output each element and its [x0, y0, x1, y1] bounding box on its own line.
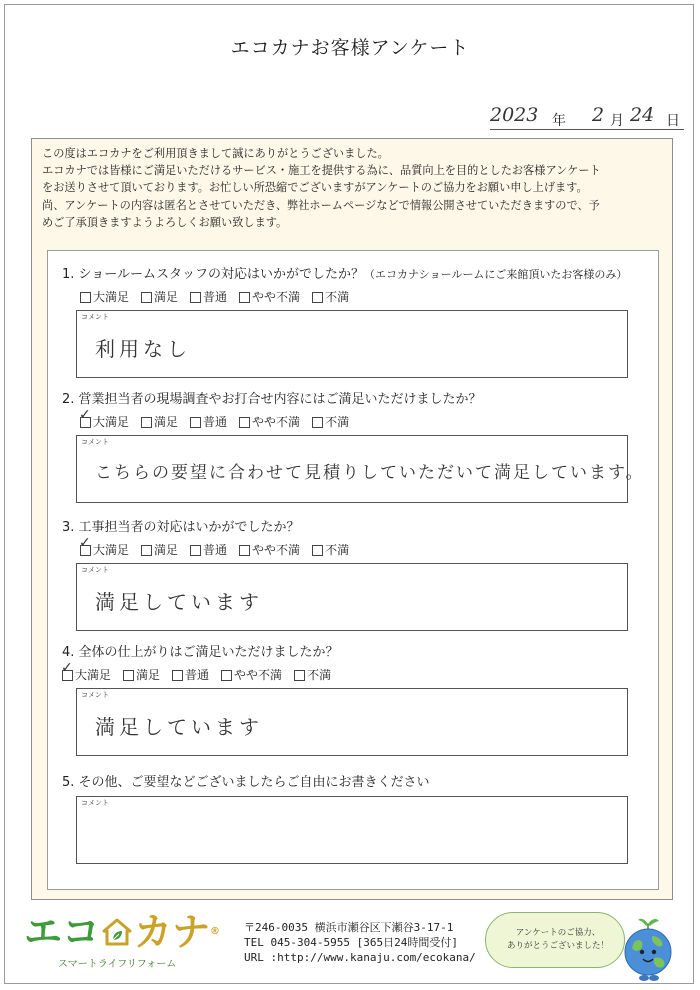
handwritten-comment: 満足しています	[95, 590, 263, 614]
rating-option-label: やや不満	[252, 415, 301, 429]
comment-label: コメント	[81, 313, 109, 321]
checkbox-icon[interactable]	[294, 670, 305, 681]
checkbox-icon[interactable]	[190, 292, 201, 303]
comment-box[interactable]	[76, 435, 645, 503]
checkbox-icon[interactable]	[312, 292, 323, 303]
rating-option[interactable]	[312, 541, 349, 558]
rating-option[interactable]	[239, 413, 300, 430]
year-label: 年	[552, 113, 566, 129]
checkbox-icon[interactable]	[80, 292, 91, 303]
rating-option[interactable]	[239, 288, 300, 305]
question-text: 2. 営業担当者の現場調査やお打合せ内容にはご満足いただけましたか？	[62, 392, 482, 407]
rating-option[interactable]	[239, 541, 300, 558]
comment-label: コメント	[81, 438, 109, 446]
rating-option[interactable]	[190, 288, 227, 305]
checkbox-icon[interactable]	[190, 545, 201, 556]
checkbox-icon[interactable]	[312, 545, 323, 556]
checkbox-icon[interactable]	[172, 670, 183, 681]
rating-option-label: 不満	[325, 415, 350, 429]
check-mark-icon: ✓	[79, 535, 91, 551]
rating-option-label: 満足	[154, 415, 179, 429]
rating-option[interactable]	[141, 541, 178, 558]
rating-option[interactable]	[221, 666, 282, 683]
checkbox-icon[interactable]	[141, 417, 152, 428]
house-logo-icon	[102, 917, 132, 947]
rating-option[interactable]	[79, 535, 130, 558]
checkbox-icon[interactable]	[141, 545, 152, 556]
rating-option-label: 大満足	[75, 668, 112, 682]
rating-option-label: 普通	[185, 668, 210, 682]
contact-info	[244, 920, 476, 965]
logo-subtitle: スマートライフリフォーム	[58, 959, 177, 970]
rating-option[interactable]	[141, 288, 178, 305]
website-url[interactable]: URL :http://www.kanaju.com/ecokana/	[244, 951, 476, 964]
rating-option[interactable]	[79, 407, 130, 430]
questions-panel	[47, 250, 659, 890]
comment-box[interactable]	[76, 563, 628, 631]
rating-option-label: 満足	[154, 543, 179, 557]
page-title: エコカナお客様アンケート	[230, 37, 470, 59]
rating-option[interactable]	[312, 413, 349, 430]
rating-option-label: 満足	[154, 290, 179, 304]
rating-options	[79, 407, 361, 429]
rating-option[interactable]	[123, 666, 160, 683]
rating-option-label: 大満足	[93, 290, 130, 304]
rating-option-label: 不満	[325, 543, 350, 557]
rating-option-label: 普通	[203, 415, 228, 429]
day-label: 日	[666, 113, 680, 129]
postal-address: 〒246-0035 横浜市瀬谷区下瀬谷3-17-1	[244, 921, 454, 934]
question-text: 1. ショールームスタッフの対応はいかがでしたか？（エコカナショールームにご来館頂いたお客様のみ）	[62, 267, 628, 282]
rating-option[interactable]	[61, 660, 112, 683]
question-text: 5. その他、ご要望などございましたらご自由にお書きください	[62, 775, 430, 790]
handwritten-comment: 利用なし	[95, 337, 191, 361]
intro-text	[42, 145, 667, 231]
comment-box[interactable]	[76, 688, 628, 756]
rating-option[interactable]	[190, 541, 227, 558]
comment-label: コメント	[81, 566, 109, 574]
intro-line: をお送りさせて頂いております。お忙しい所恐縮でございますがアンケートのご協力をお願い申し上げます。	[42, 181, 588, 195]
intro-line: 尚、アンケートの内容は匿名とさせていただき、弊社ホームページなどで情報公開させていただきますので、予	[42, 198, 600, 212]
rating-options	[79, 535, 361, 557]
checkbox-icon[interactable]	[312, 417, 323, 428]
bubble-line: アンケートのご協力、	[515, 928, 601, 938]
telephone: TEL 045-304-5955 [365日24時間受付]	[244, 936, 458, 949]
rating-options	[80, 286, 361, 304]
rating-option-label: 普通	[203, 543, 228, 557]
checkbox-icon[interactable]	[239, 545, 250, 556]
question-text: 4. 全体の仕上がりはご満足いただけましたか？	[62, 645, 339, 660]
date-line	[490, 104, 684, 130]
comment-label: コメント	[81, 691, 109, 699]
rating-option[interactable]	[312, 288, 349, 305]
question-text: 3. 工事担当者の対応はいかがでしたか？	[62, 520, 300, 535]
ecokana-logo: エコ カナ® スマートライフリフォーム	[24, 910, 221, 970]
comment-box[interactable]	[76, 310, 628, 378]
logo-text-kana: カナ	[134, 910, 211, 954]
year-value: 2023	[490, 104, 539, 126]
footer	[0, 900, 700, 984]
rating-option-label: 大満足	[93, 543, 130, 557]
handwritten-comment: こちらの要望に合わせて見積りしていただいて満足しています。	[95, 463, 645, 483]
thanks-speech-bubble	[485, 912, 625, 968]
date-underline	[490, 129, 684, 130]
intro-line: エコカナでは皆様にご満足いただけるサービス・施工を提供する為に、品質向上を目的としたお客様アンケート	[42, 164, 601, 178]
rating-option-label: 大満足	[93, 415, 130, 429]
rating-option[interactable]	[80, 288, 129, 305]
rating-option[interactable]	[190, 413, 227, 430]
checkbox-icon[interactable]	[221, 670, 232, 681]
rating-option[interactable]	[172, 666, 209, 683]
rating-option-label: 満足	[136, 668, 161, 682]
check-mark-icon: ✓	[61, 660, 73, 676]
month-label: 月	[610, 113, 624, 129]
rating-option[interactable]	[294, 666, 331, 683]
comment-label: コメント	[81, 799, 109, 807]
rating-options	[61, 660, 343, 682]
rating-option-label: やや不満	[252, 290, 301, 304]
rating-option-label: 不満	[325, 290, 350, 304]
bubble-line: ありがとうございました！	[506, 941, 609, 951]
rating-option-label: 普通	[203, 290, 228, 304]
checkbox-icon[interactable]	[123, 670, 134, 681]
checkbox-icon[interactable]	[239, 292, 250, 303]
day-value: 24	[630, 104, 655, 126]
checkbox-icon[interactable]	[239, 417, 250, 428]
month-value: 2	[592, 104, 605, 126]
rating-option[interactable]	[141, 413, 178, 430]
intro-line: めご了承頂きますようよろしくお願い致します。	[42, 215, 288, 229]
handwritten-comment: 満足しています	[95, 715, 263, 739]
logo-text-eco: エコ	[24, 910, 101, 954]
rating-option-label: やや不満	[234, 668, 283, 682]
globe-mascot-icon	[614, 914, 682, 984]
comment-box[interactable]	[76, 796, 628, 864]
check-mark-icon: ✓	[79, 407, 91, 423]
checkbox-icon[interactable]	[141, 292, 152, 303]
rating-option-label: やや不満	[252, 543, 301, 557]
rating-option-label: 不満	[307, 668, 332, 682]
checkbox-icon[interactable]	[190, 417, 201, 428]
intro-line: この度はエコカナをご利用頂きまして誠にありがとうございました。	[42, 147, 389, 160]
